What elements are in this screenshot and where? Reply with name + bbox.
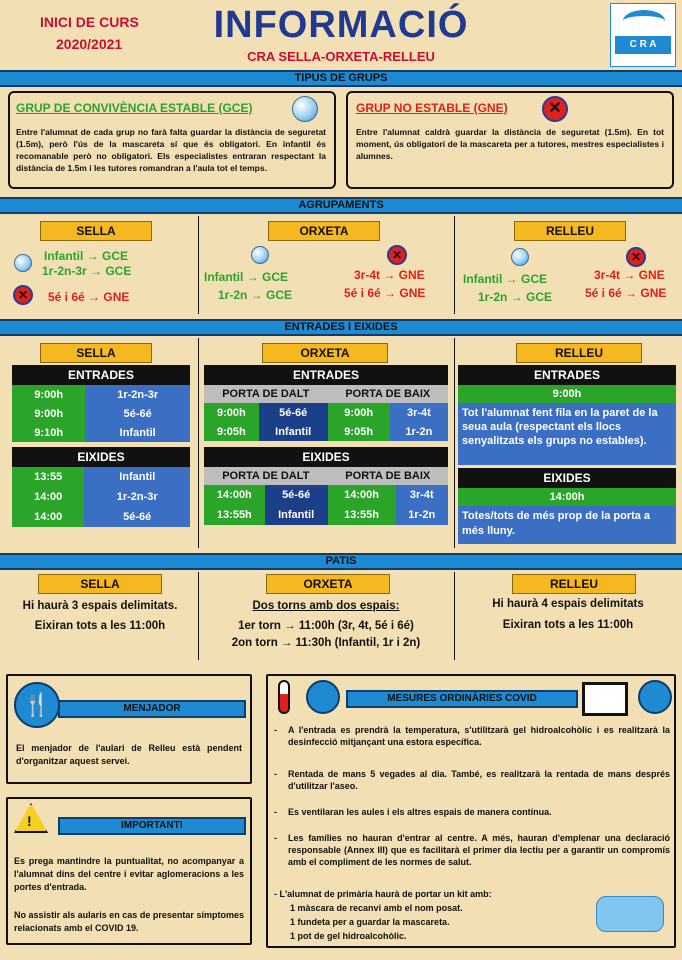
logo-figures-icon <box>623 10 665 32</box>
orx-out-cell: 3r-4t <box>396 485 449 505</box>
covid-box <box>266 674 676 948</box>
important-box <box>6 797 252 945</box>
header-left-line1: INICI DE CURS <box>40 14 139 30</box>
agrup-orxeta-l2: 1r-2n → GCE <box>218 288 293 302</box>
window-icon <box>582 682 628 716</box>
patis-relleu-l2: Eixiran tots a les 11:00h <box>502 619 634 631</box>
page-title: INFORMACIÓ <box>213 4 469 46</box>
sella-in-time: 9:10h <box>12 423 85 442</box>
gce-sphere-icon <box>292 96 318 122</box>
patis-orxeta-label: ORXETA <box>266 574 390 594</box>
sella-out-time: 14:00 <box>12 507 84 527</box>
orxeta-porta-baix: PORTA DE BAIX <box>328 385 448 403</box>
orxeta-porta-dalt: PORTA DE DALT <box>204 385 328 403</box>
orx-out-cell: 14:00h <box>328 485 396 505</box>
orxeta-eixides-header: EIXIDES <box>204 447 448 467</box>
agrup-relleu-r2: 5é i 6é → GNE <box>585 286 667 300</box>
sella-gce-sphere-icon <box>14 254 32 272</box>
agrup-divider-2 <box>454 216 455 314</box>
kit-item-2: 1 fundeta per a guardar la mascareta. <box>290 917 450 927</box>
header-left-line2: 2020/2021 <box>56 36 123 52</box>
agrup-orxeta-l1: Infantil → GCE <box>204 270 288 284</box>
agrup-sella-l2: 1r-2n-3r → GCE <box>42 264 132 278</box>
relleu-entrades-block <box>458 365 676 465</box>
orxeta-entrades-table <box>204 365 448 441</box>
orxeta-gce-sphere-icon <box>251 246 269 264</box>
orx-out-cell: Infantil <box>265 505 328 525</box>
orx-out-cell: 5é-6é <box>265 485 328 505</box>
orx-out-cell: 13:55h <box>328 505 396 525</box>
orx-in-cell: 9:00h <box>204 403 259 422</box>
patis-sella-label: SELLA <box>38 574 162 594</box>
patis-relleu-label: RELLEU <box>512 574 636 594</box>
covid-item-1: - A l'entrada es prendrà la temperatura, s'utilitzarà gel hidroalcohòlic i es realitzarà la desinfecció mitjançant una estora específica. <box>274 725 670 747</box>
orx-in-cell: 1r-2n <box>390 422 448 441</box>
gne-title: GRUP NO ESTABLE (GNE) <box>356 101 508 115</box>
agrup-relleu-l2: 1r-2n → GCE <box>478 290 553 304</box>
orx-in-cell: 9:05h <box>204 422 259 441</box>
agrup-orxeta-r2: 5é i 6é → GNE <box>344 286 426 300</box>
relleu-eixides-block <box>458 468 676 544</box>
covid-item-1-text: A l'entrada es prendrà la temperatura, s'utilitzarà gel hidroalcohòlic i es realitzarà la desinfecció mitjançant una estora específica. <box>288 725 670 747</box>
gce-title: GRUP DE CONVIVÈNCIA ESTABLE (GCE) <box>16 101 253 115</box>
relleu-in-text: Tot l'alumnat fent fila en la paret de la seua aula (respectant els llocs senyalitzats els grups no estables). <box>458 403 676 465</box>
sella-in-time: 9:00h <box>12 385 85 404</box>
relleu-gce-sphere-icon <box>511 248 529 266</box>
menjador-text: El menjador de l'aulari de Relleu està pendent d'organitzar aquest servei. <box>16 743 242 766</box>
patis-bar: PATIS <box>0 553 682 570</box>
orx-out-cell: 13:55h <box>204 505 265 525</box>
sella-eixides-table <box>12 447 190 527</box>
menjador-title: MENJADOR <box>58 700 246 718</box>
entrades-bar: ENTRADES I EIXIDES <box>0 319 682 336</box>
sella-in-group: 1r-2n-3r <box>85 385 190 404</box>
kit-item-3: 1 pot de gel hidroalcohòlic. <box>290 931 407 941</box>
patis-orxeta-l3: 2on torn → 11:30h (Infantil, 1r i 2n) <box>231 637 421 649</box>
gne-x-icon: ✕ <box>542 96 568 122</box>
handwash-icon <box>638 680 672 714</box>
patis-divider-2 <box>454 572 455 660</box>
sella-eixides-header: EIXIDES <box>12 447 190 467</box>
page-subtitle: CRA SELLA-ORXETA-RELLEU <box>247 49 435 64</box>
important-title: IMPORTANT! <box>58 817 246 835</box>
covid-item-4-text: Les famílies no hauran d'entrar al centre. A més, hauran d'emplenar una declaració responsable (Annex III) que es facilitarà el primer dia lectiu per a garantir un compromís amb el compliment de les normes de salut. <box>288 833 670 867</box>
patis-orxeta-l1: Dos torns amb dos espais: <box>252 600 400 612</box>
orxeta-entrades-header: ENTRADES <box>204 365 448 385</box>
sella-out-time: 13:55 <box>12 467 84 487</box>
relleu-eixides-header: EIXIDES <box>458 468 676 488</box>
covid-item-2: - Rentada de mans 5 vegades al dia. També, es realitzarà la rentada de mans després d'utilitzar l'aseo. <box>274 769 670 791</box>
entrades-divider-2 <box>454 338 455 548</box>
ent-relleu-label: RELLEU <box>516 343 642 363</box>
orxeta-gne-x-icon: ✕ <box>387 245 407 265</box>
kit-item-1: 1 màscara de recanvi amb el nom posat. <box>290 903 463 913</box>
gne-box <box>346 91 674 189</box>
agrup-bar: AGRUPAMENTS <box>0 197 682 214</box>
orxeta-porta-baix: PORTA DE BAIX <box>328 467 448 485</box>
mask-icon <box>596 896 664 932</box>
agrup-relleu-r1: 3r-4t → GNE <box>594 268 665 282</box>
kit-title: - L'alumnat de primària haurà de portar un kit amb: <box>274 889 492 899</box>
cra-logo <box>610 3 676 67</box>
relleu-in-time: 9:00h <box>458 385 676 403</box>
agrup-sella-label: SELLA <box>40 221 152 241</box>
menjador-box <box>6 674 252 784</box>
thermometer-icon <box>278 680 290 714</box>
sella-entrades-header: ENTRADES <box>12 365 190 385</box>
sella-gne-x-icon: ✕ <box>13 285 33 305</box>
sella-in-group: 5é-6é <box>85 404 190 423</box>
patis-sella-l2: Eixiran tots a les 11:00h <box>34 620 166 632</box>
ent-orxeta-label: ORXETA <box>262 343 388 363</box>
orxeta-eixides-table <box>204 447 448 525</box>
orx-in-cell: 5é-6é <box>259 403 328 422</box>
sella-in-group: Infantil <box>85 423 190 442</box>
relleu-entrades-header: ENTRADES <box>458 365 676 385</box>
sanitizer-icon <box>306 680 340 714</box>
orx-in-cell: 9:00h <box>328 403 390 422</box>
entrades-divider-1 <box>198 338 199 548</box>
logo-text: C R A <box>615 36 671 54</box>
covid-item-4: - Les famílies no hauran d'entrar al centre. A més, hauran d'emplenar una declaració responsable (Annex III) que es facilitarà el primer dia lectiu per a garantir un compromís amb el compliment de les normes de salut. <box>274 833 670 867</box>
sella-out-group: 5é-6é <box>84 507 190 527</box>
orx-in-cell: Infantil <box>259 422 328 441</box>
covid-title: MESURES ORDINÀRIES COVID <box>346 690 578 708</box>
covid-item-3-text: Es ventilaran les aules i els altres espais de manera contínua. <box>288 807 552 817</box>
tipus-bar: TIPUS DE GRUPS <box>0 70 682 87</box>
covid-item-3: - Es ventilaran les aules i els altres espais de manera contínua. <box>274 806 670 818</box>
warning-mark: ! <box>27 813 32 829</box>
agrup-orxeta-r1: 3r-4t → GNE <box>354 268 425 282</box>
sella-out-group: Infantil <box>84 467 190 487</box>
patis-relleu-l1: Hi haurà 4 espais delimitats <box>492 598 644 610</box>
cutlery-icon: 🍴 <box>14 682 60 728</box>
orx-out-cell: 1r-2n <box>396 505 449 525</box>
patis-sella-l1: Hi haurà 3 espais delimitats. <box>22 600 178 612</box>
agrup-orxeta-label: ORXETA <box>268 221 380 241</box>
agrup-relleu-label: RELLEU <box>514 221 626 241</box>
patis-orxeta-l2: 1er torn → 11:00h (3r, 4t, 5é i 6é) <box>238 620 414 632</box>
agrup-sella-l3: 5é i 6é → GNE <box>48 290 130 304</box>
sella-entrades-table <box>12 365 190 442</box>
orx-in-cell: 9:05h <box>328 422 390 441</box>
important-text2: No assistir als aularis en cas de presentar símptomes relacionats amb el COVID 19. <box>14 910 244 933</box>
orxeta-porta-dalt: PORTA DE DALT <box>204 467 328 485</box>
covid-item-2-text: Rentada de mans 5 vegades al dia. També, es realitzarà la rentada de mans després d'utilitzar l'aseo. <box>288 769 670 791</box>
gce-box <box>8 91 336 189</box>
agrup-relleu-l1: Infantil → GCE <box>463 272 547 286</box>
relleu-out-time: 14:00h <box>458 488 676 506</box>
relleu-out-text: Totes/tots de més prop de la porta a més lluny. <box>458 506 676 544</box>
relleu-gne-x-icon: ✕ <box>626 247 646 267</box>
agrup-divider-1 <box>198 216 199 314</box>
sella-in-time: 9:00h <box>12 404 85 423</box>
sella-out-time: 14:00 <box>12 487 84 507</box>
gne-text: Entre l'alumnat caldrà guardar la distància de seguretat (1.5m). En tot moment, ús obligatori de la mascareta per a tutores, mestres especialistes i alumnes. <box>356 127 664 161</box>
sella-out-group: 1r-2n-3r <box>84 487 190 507</box>
agrup-sella-l1: Infantil → GCE <box>44 249 128 263</box>
important-text1: Es prega mantindre la puntualitat, no acompanyar a l'alumnat dins del centre i evitar aglomeracions a les portes d'entrada. <box>14 856 244 892</box>
orx-out-cell: 14:00h <box>204 485 265 505</box>
orx-in-cell: 3r-4t <box>390 403 448 422</box>
gce-text: Entre l'alumnat de cada grup no farà falta guardar la distància de seguretat (1.5m), però l'ús de la mascareta sí que és obligatori. En infantil és recomanable però no obligatori. Els especialistes entraran respectant la distància de 1.5m i les tutores romandran a l'aula tot el temps. <box>16 127 326 173</box>
kit-title-text: L'alumnat de primària haurà de portar un kit amb: <box>279 889 492 899</box>
ent-sella-label: SELLA <box>40 343 152 363</box>
